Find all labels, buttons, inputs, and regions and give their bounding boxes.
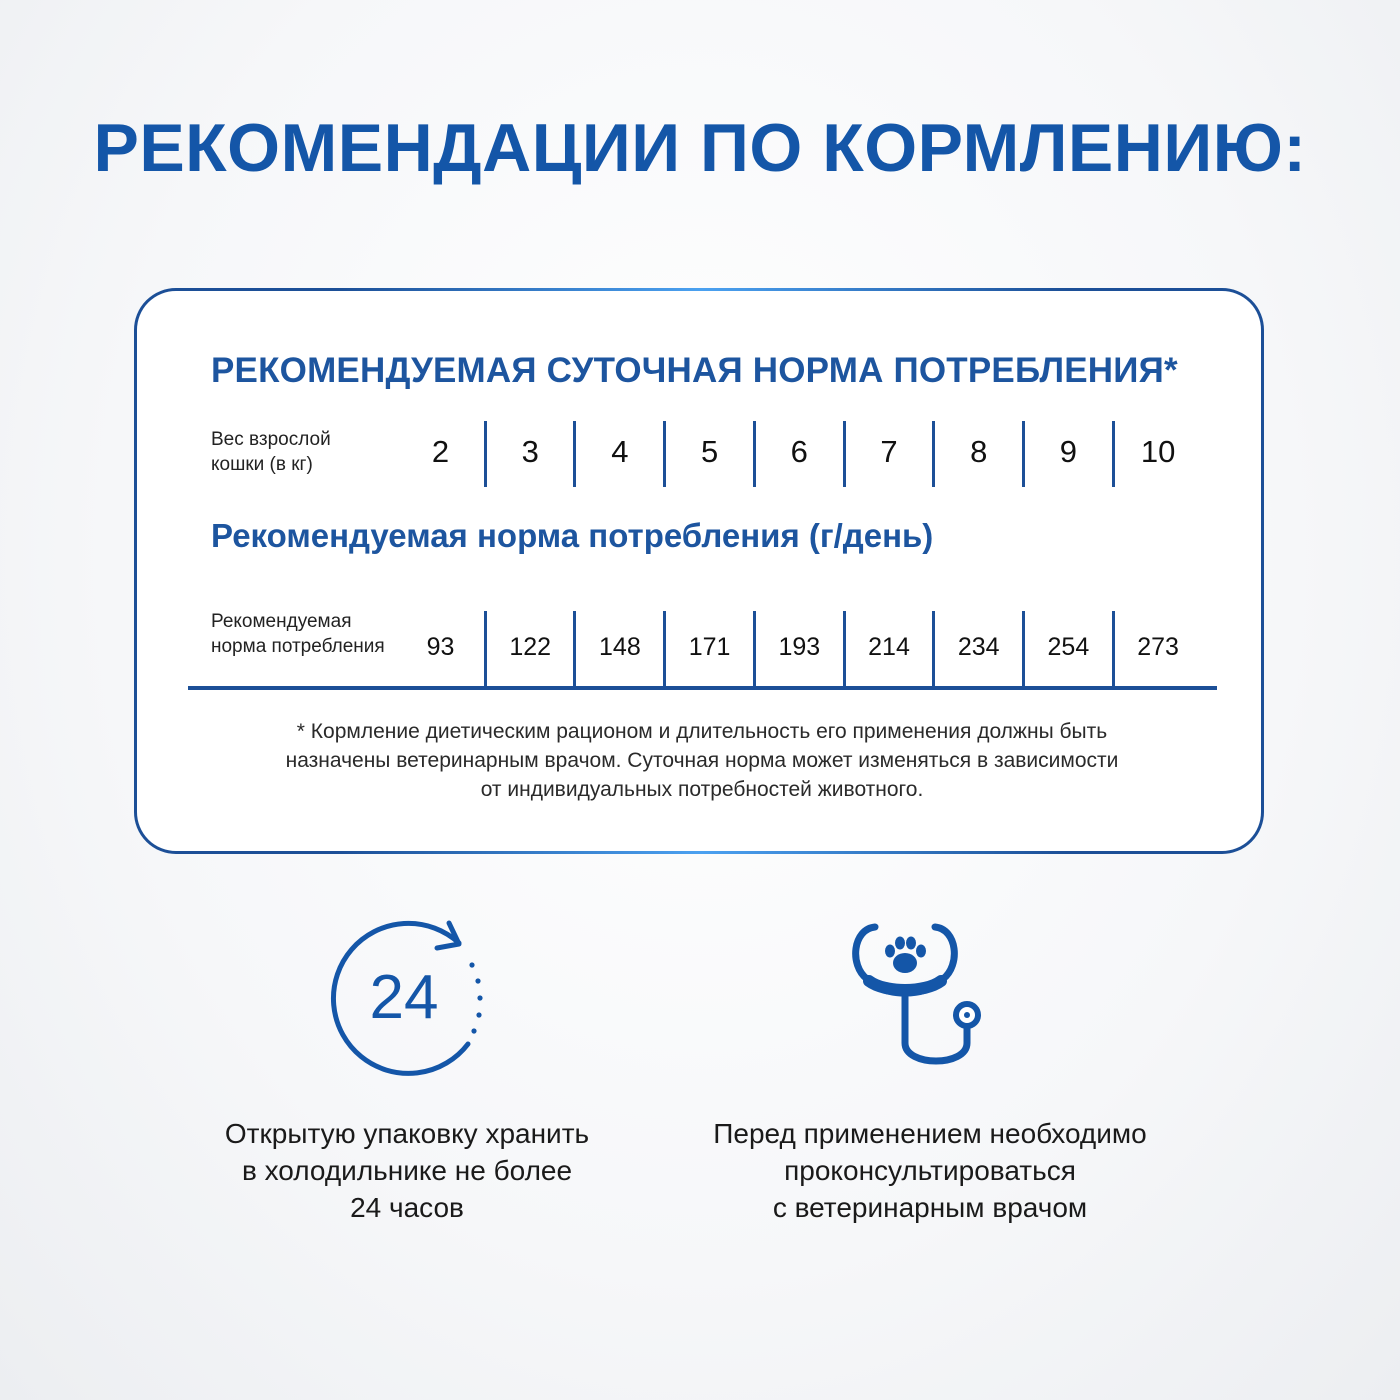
table-title: РЕКОМЕНДУЕМАЯ СУТОЧНАЯ НОРМА ПОТРЕБЛЕНИЯ*	[211, 351, 1178, 390]
intake-row-label	[211, 609, 411, 659]
storage-caption-line1: Открытую упаковку хранить	[224, 1118, 590, 1149]
column-divider	[663, 611, 666, 687]
storage-caption-line3: 24 часов	[350, 1192, 464, 1223]
card-glow-top	[337, 288, 1067, 291]
weight-cell: 2	[431, 434, 450, 469]
card-glow-bottom	[337, 851, 1067, 854]
vet-caption	[680, 1115, 1180, 1226]
column-divider	[843, 611, 846, 687]
column-divider	[1112, 421, 1115, 487]
weight-label-line2: кошки (в кг)	[211, 454, 313, 475]
timer-dot	[471, 1028, 476, 1033]
column-divider	[843, 421, 846, 487]
timer-24-icon	[320, 915, 490, 1085]
intake-cell: 148	[599, 633, 641, 661]
intake-label-line2: норма потребления	[211, 636, 385, 657]
footnote-line1: * Кормление диетическим рационом и длительность его применения должны быть	[296, 720, 1108, 743]
intake-cell: 193	[778, 633, 821, 661]
feeding-table-card	[134, 288, 1264, 854]
footnote	[177, 717, 1227, 804]
column-divider	[573, 421, 576, 487]
column-divider	[1022, 611, 1025, 687]
intake-cell: 122	[509, 633, 552, 661]
weight-cell: 6	[790, 434, 808, 469]
weight-cell: 5	[700, 434, 719, 469]
vet-caption-line1: Перед применением необходимо	[713, 1118, 1147, 1149]
column-divider	[484, 421, 487, 487]
weight-cell: 4	[611, 434, 629, 469]
intake-cell: 93	[426, 633, 455, 661]
weight-cell: 10	[1140, 434, 1176, 469]
column-divider	[663, 421, 666, 487]
column-divider	[932, 611, 935, 687]
column-divider	[484, 611, 487, 687]
vet-caption-line3: с ветеринарным врачом	[772, 1192, 1088, 1223]
timer-dot	[469, 962, 474, 967]
chestpiece-center-icon	[964, 1012, 970, 1018]
column-divider	[1112, 611, 1115, 687]
column-divider	[573, 611, 576, 687]
intake-cell: 214	[868, 633, 910, 661]
timer-dot	[476, 1012, 481, 1017]
intake-label-line1: Рекомендуемая	[211, 611, 352, 632]
weight-cell: 3	[521, 434, 539, 469]
intake-cell: 273	[1137, 633, 1179, 661]
weight-cell: 7	[880, 434, 898, 469]
weight-cell: 8	[970, 434, 988, 469]
stethoscope-paw-icon	[845, 915, 990, 1075]
intake-cell: 171	[688, 633, 731, 661]
timer-24-text: 24	[369, 963, 439, 1032]
column-divider	[932, 421, 935, 487]
footnote-line2: назначены ветеринарным врачом. Суточная норма может изменяться в зависимости	[285, 749, 1119, 772]
table-base-line	[188, 686, 1217, 690]
storage-caption-line2: в холодильнике не более	[241, 1155, 573, 1186]
intake-cell: 234	[957, 633, 1000, 661]
weight-cell: 9	[1059, 434, 1078, 469]
storage-caption	[157, 1115, 657, 1226]
timer-dot	[477, 995, 482, 1000]
page-title: РЕКОМЕНДАЦИИ ПО КОРМЛЕНИЮ:	[93, 110, 1307, 186]
footnote-line3: от индивидуальных потребностей животного.	[480, 778, 924, 801]
column-divider	[753, 611, 756, 687]
vet-caption-line2: проконсультироваться	[784, 1155, 1076, 1186]
column-divider	[753, 421, 756, 487]
weight-row-label	[211, 427, 411, 477]
intake-cell: 254	[1047, 633, 1090, 661]
stethoscope-band-icon	[869, 981, 941, 990]
column-divider	[1022, 421, 1025, 487]
intake-subtitle: Рекомендуемая норма потребления (г/день)	[211, 517, 934, 554]
paw-icon	[885, 937, 926, 974]
timer-dot	[475, 978, 480, 983]
weight-label-line1: Вес взрослой	[211, 429, 331, 450]
